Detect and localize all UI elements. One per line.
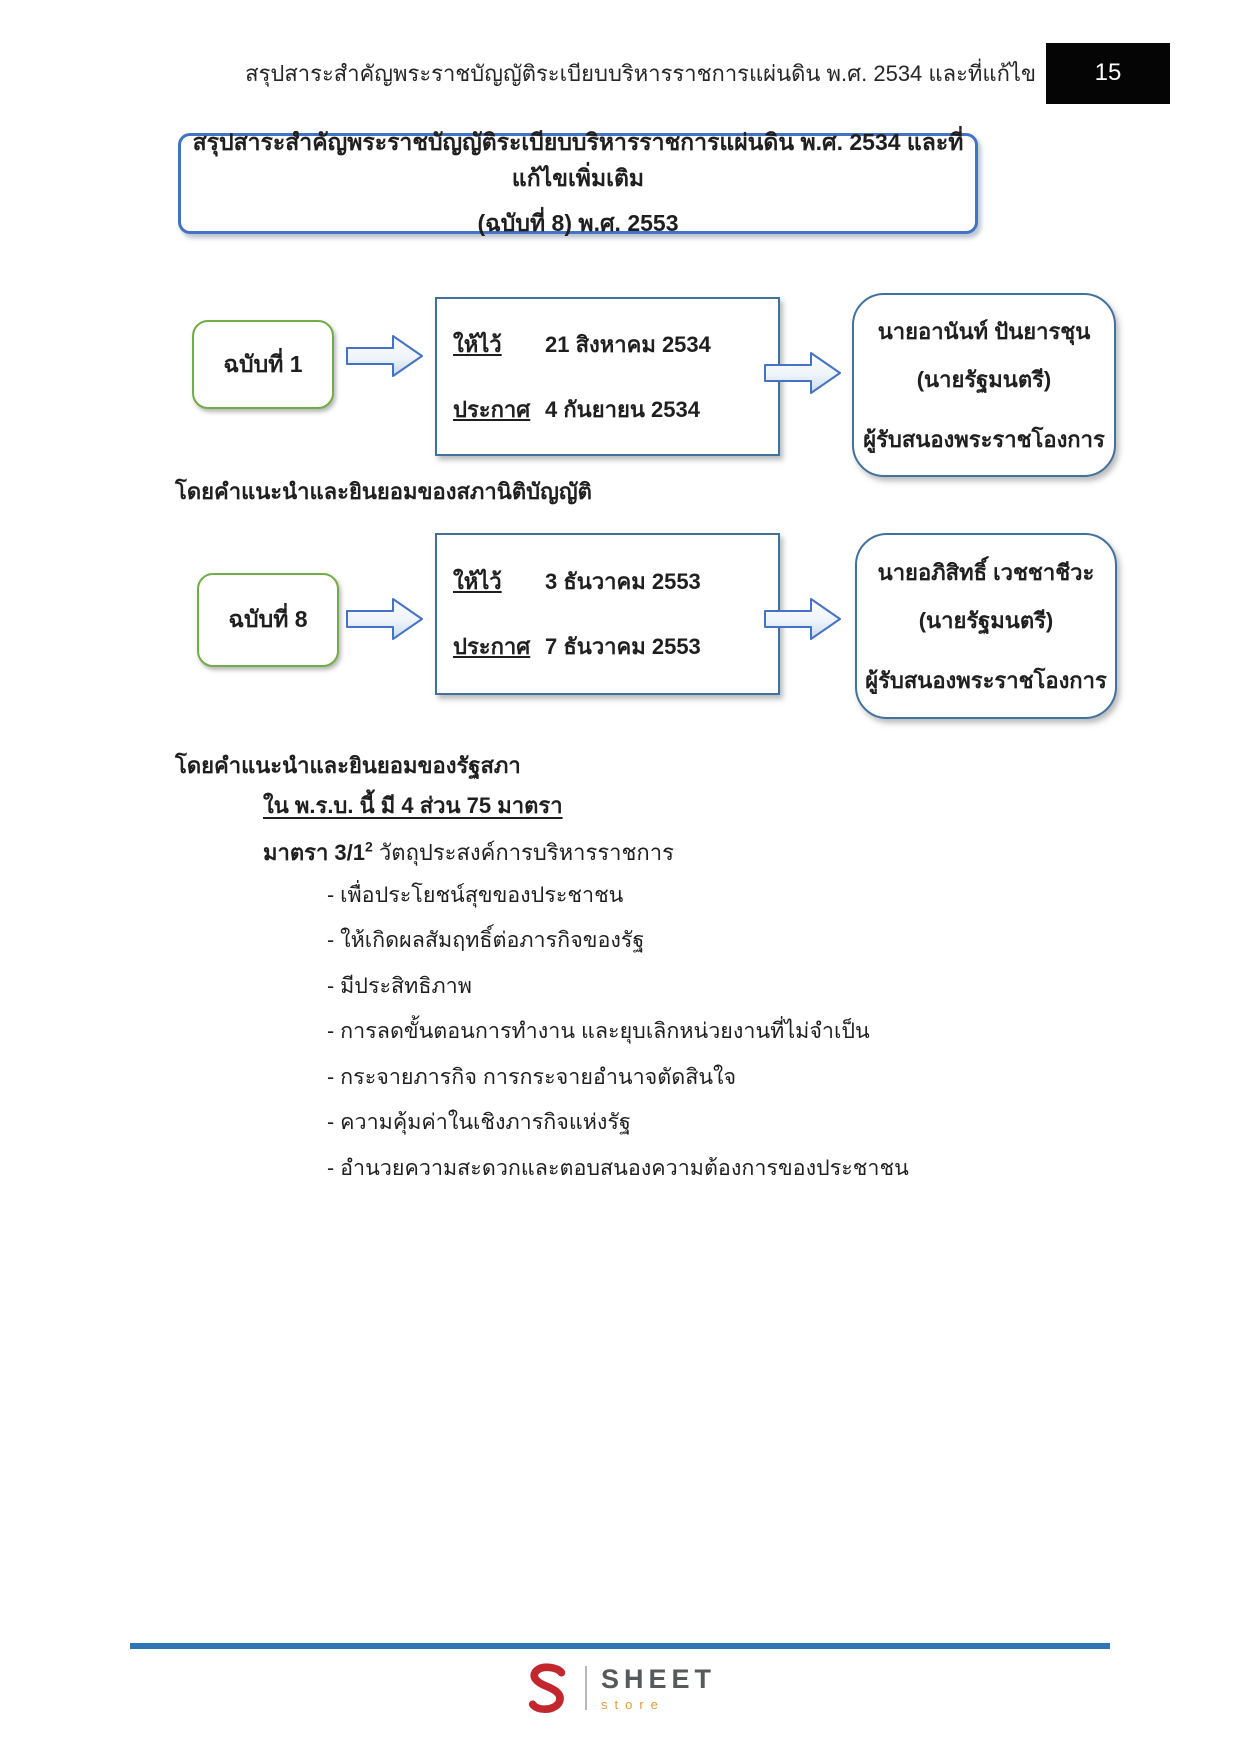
- edition-box-1: [192, 320, 334, 409]
- sheet-store-s-icon: [525, 1662, 571, 1714]
- list-item: - เพื่อประโยชน์สุขของประชาชน: [327, 882, 624, 907]
- given-line-1: [453, 327, 778, 362]
- announce-date-2: 7 ธันวาคม 2553: [545, 634, 701, 659]
- signer-name-1: นายอานันท์ ปันยารชุน: [877, 318, 1091, 344]
- page-number-box: [1046, 43, 1170, 104]
- title-line-1: สรุปสาระสำคัญพระราชบัญญัติระเบียบบริหารราชการแผ่นดิน พ.ศ. 2534 และที่แก้ไขเพิ่มเติม: [192, 129, 964, 191]
- announce-label-1: ประกาศ: [453, 396, 531, 422]
- footer-logo: [0, 1662, 1241, 1714]
- objectives-list: [327, 872, 909, 1191]
- list-item: - อำนวยความสะดวกและตอบสนองความต้องการของประชาชน: [327, 1155, 909, 1180]
- given-line-2: [453, 564, 778, 599]
- list-item: - ความคุ้มค่าในเชิงภารกิจแห่งรัฐ: [327, 1110, 631, 1135]
- list-item: - มีประสิทธิภาพ: [327, 973, 472, 998]
- logo-divider: [585, 1666, 587, 1710]
- list-item: - การลดขั้นตอนการทำงาน และยุบเลิกหน่วยงานที่ไม่จำเป็น: [327, 1019, 870, 1044]
- list-item: - กระจายภารกิจ การกระจายอำนาจตัดสินใจ: [327, 1064, 737, 1089]
- announce-line-1: [453, 392, 778, 427]
- logo-brand-text: SHEET: [600, 1663, 717, 1694]
- title-line-2: (ฉบับที่ 8) พ.ศ. 2553: [477, 210, 679, 236]
- page-header: [130, 40, 1170, 106]
- right-arrow-icon: [346, 333, 424, 379]
- announce-date-1: 4 กันยายน 2534: [545, 396, 700, 422]
- signer-title-2: (นายรัฐมนตรี): [918, 607, 1054, 633]
- given-label-1: ให้ไว้: [453, 331, 502, 357]
- edition-box-2: [197, 573, 339, 667]
- signer-role-2: ผู้รับสนองพระราชโองการ: [865, 667, 1107, 693]
- given-label-2: ให้ไว้: [453, 569, 502, 594]
- advice-note-2: โดยคำแนะนำและยินยอมของรัฐสภา: [175, 753, 521, 778]
- edition-label-2: ฉบับที่ 8: [228, 606, 308, 632]
- signer-box-1: [852, 293, 1116, 477]
- announce-line-2: [453, 629, 778, 664]
- right-arrow-icon: [346, 596, 424, 642]
- given-date-2: 3 ธันวาคม 2553: [545, 569, 701, 594]
- signer-name-2: นายอภิสิทธิ์ เวชชาชีวะ: [877, 559, 1095, 585]
- article-text: วัตถุประสงค์การบริหารราชการ: [372, 840, 674, 865]
- signer-role-1: ผู้รับสนองพระราชโองการ: [863, 426, 1105, 452]
- footer-divider-bar: [130, 1643, 1110, 1649]
- article-footnote-sup: 2: [365, 838, 373, 855]
- page-number: 15: [1094, 59, 1122, 86]
- announce-label-2: ประกาศ: [453, 634, 531, 659]
- signer-box-2: [855, 533, 1117, 719]
- header-title: สรุปสาระสำคัญพระราชบัญญัติระเบียบบริหารราชการแผ่นดิน พ.ศ. 2534 และที่แก้ไข: [245, 60, 1036, 86]
- logo-sub-text: store: [600, 1696, 665, 1712]
- logo-text: [600, 1663, 717, 1712]
- title-box: [178, 129, 978, 236]
- section-heading: ใน พ.ร.บ. นี้ มี 4 ส่วน 75 มาตรา: [263, 793, 563, 818]
- right-arrow-icon: [764, 596, 842, 642]
- right-arrow-icon: [764, 350, 842, 396]
- edition-label-1: ฉบับที่ 1: [223, 350, 303, 377]
- signer-title-1: (นายรัฐมนตรี): [916, 366, 1052, 392]
- article-line: [263, 835, 674, 870]
- given-date-1: 21 สิงหาคม 2534: [545, 331, 711, 357]
- date-box-1: [435, 297, 780, 456]
- list-item: - ให้เกิดผลสัมฤทธิ์ต่อภารกิจของรัฐ: [327, 928, 645, 953]
- advice-note-1: โดยคำแนะนำและยินยอมของสภานิติบัญญัติ: [175, 479, 592, 504]
- date-box-2: [435, 533, 780, 695]
- article-label: มาตรา 3/1: [263, 840, 366, 865]
